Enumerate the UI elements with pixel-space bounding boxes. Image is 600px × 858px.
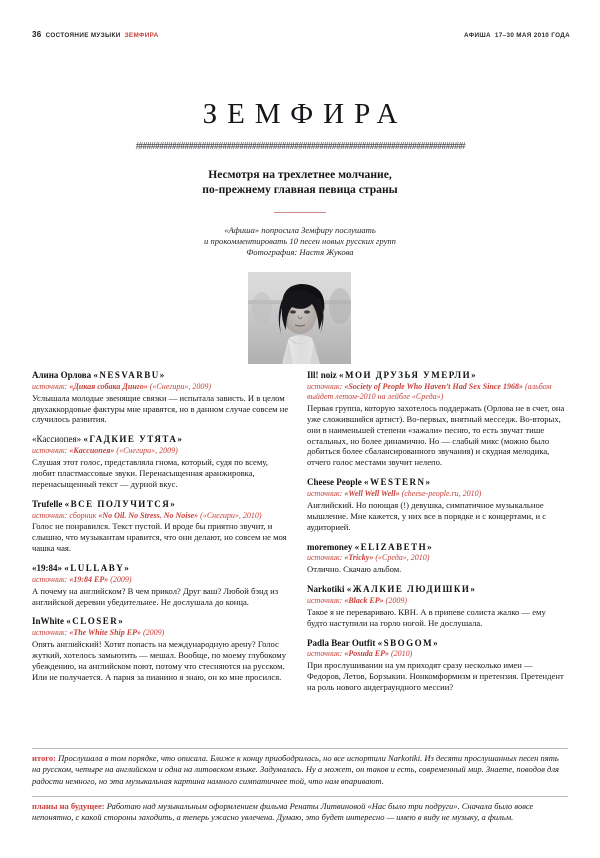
source-label: источник: сборник: [32, 510, 97, 520]
source-label: источник:: [307, 649, 343, 659]
entry-artist: Ill! noiz: [307, 370, 337, 380]
footer-total-text: Прослушала в том порядке, что описала. Ближе к концу приободрилась, но все испортили Narkotiki. Из десяти прослушанных песен пять на русском, четыре на английском и одна на литовском языке. Задумалась. Ну а может, он таков и есть, современный мир. Знаете, поводов для радости немного, но эта музыкальная картина намного симпатичнее той, что нам впаривают.: [32, 753, 559, 786]
entry: [307, 370, 568, 468]
entry-track: «SBOGOM»: [377, 637, 440, 648]
entry-body: Английский. Но поющая (!) девушка, симпатичное музыкальное мышление. Мне кажется, у них все в порядке и с концертами, и с аудиторией.: [307, 499, 547, 532]
entries-column-left: [32, 370, 293, 693]
source-work: «Well Well Well»: [344, 489, 400, 499]
deck-divider: [274, 212, 326, 213]
entry-heading: [307, 638, 568, 649]
entry-source: [307, 596, 568, 606]
entry-artist: «19:84»: [32, 562, 62, 573]
footer-plans-label: планы на будущее:: [32, 801, 105, 811]
source-label: источник:: [307, 489, 343, 499]
source-work: «Society of People Who Haven’t Had Sex Since 1968»: [344, 381, 523, 391]
source-work: «Black EP»: [344, 596, 384, 605]
source-label: источник:: [32, 446, 68, 456]
entry-body: Первая группа, которую захотелось поддержать (Орлова не в счет, она уже сложившийся артист). Во-первых, внятный месседж. Во-вторых, они в наименьшей степени «зажали» песню, то есть звучат тише остальных, но более динамично. Но — слабый микс (можно было добиться более сбалансированного звучания) и скудная мелодика, отчего голос местами звучит нелепо.: [307, 402, 565, 468]
entry-body: Опять английский! Хотят попасть на международную арену? Голос жуткий, хотелось замьютить — мешал. Вообще, по моему глубокому убеждению, на английском поют, потому что стесняются на русском. Или не получается. А парня за пианино я знаю, он ко мне просился.: [32, 639, 287, 682]
publication-name: АФИША: [464, 32, 491, 39]
portrait-photo-image: [248, 272, 351, 364]
entry-heading: [307, 584, 568, 595]
entry-body: Голос не понравился. Текст пустой. И вроде бы приятно звучит, и слышно, что музыкантам нравится, что они делают, но совсем не моя чашка чая.: [32, 521, 287, 554]
entry-body: Отлично. Скачаю альбом.: [307, 564, 402, 575]
source-work: «19:84 EP»: [69, 574, 109, 584]
source-label: источник:: [32, 381, 68, 391]
source-rest: (альбом выйдет летом-2010 на лейбле «Среда»): [307, 381, 552, 402]
entry-source: [307, 489, 568, 499]
hash-divider: ##############################################################################: [135, 141, 465, 152]
source-rest: (cheese-people.ru, 2010): [399, 489, 482, 499]
entry-source: [32, 511, 293, 521]
source-rest: («Снегири», 2010): [198, 510, 262, 520]
entry-track: «WESTERN»: [363, 477, 432, 488]
standfirst: [0, 225, 600, 259]
source-label: источник:: [32, 574, 68, 584]
source-rest: (2009): [140, 628, 165, 638]
entry-heading: [32, 499, 293, 510]
entry-source: [307, 649, 568, 659]
running-head-left: [32, 30, 159, 39]
entry-artist: InWhite: [32, 616, 65, 627]
entry-track: «ELIZABETH»: [354, 541, 434, 552]
entry-source: [32, 446, 293, 456]
entry-artist: Narkotiki: [307, 584, 345, 595]
standfirst-line-3: Фотография: Настя Жукова: [246, 247, 354, 258]
source-work: «The White Ship EP»: [69, 628, 141, 638]
entry-artist: Padla Bear Outfit: [307, 637, 376, 648]
entry-artist: Алина Орлова: [32, 370, 92, 380]
entry-source: [32, 382, 293, 392]
footer-plans-paragraph: [32, 801, 568, 824]
entry-artist: Cheese People: [307, 477, 362, 488]
source-work: «Tricky»: [344, 553, 374, 563]
source-label: источник:: [307, 381, 343, 391]
entry: [307, 584, 568, 628]
entry-track: «CLOSER»: [66, 616, 125, 627]
source-rest: («Снегири», 2009): [147, 381, 212, 391]
entry-heading: [32, 563, 293, 574]
running-head-right: [464, 32, 570, 39]
entry-artist: «Кассиопея»: [32, 434, 82, 445]
entry: [32, 499, 293, 554]
entry: [32, 616, 293, 682]
entry-artist: Trufelle: [32, 498, 63, 509]
source-rest: (2009): [383, 596, 407, 605]
entry: [307, 638, 568, 693]
entry-heading: [32, 616, 293, 627]
page-title: ЗЕМФИРА: [202, 98, 408, 130]
entry-body: Услышала молодые звенящие связки — испытала зависть. И в целом двухаккордовые фактуры мне нравятся, но в данном случае совсем не случилось развития.: [32, 392, 289, 425]
deck-line-1: Несмотря на трехлетнее молчание,: [208, 168, 392, 181]
entries-columns: [32, 370, 568, 693]
source-rest: (2010): [388, 649, 413, 659]
deck: [0, 168, 600, 197]
footer-total-paragraph: [32, 753, 568, 787]
deck-line-2: по-прежнему главная певица страны: [202, 182, 398, 196]
entry-source: [32, 575, 293, 585]
entry: [307, 542, 568, 576]
running-head: [32, 30, 570, 39]
standfirst-line-2: и прокомментировать 10 песен новых русских групп: [204, 236, 396, 247]
entry-body: А почему на английском? В чем прикол? Друг ваш? Любой бэнд из английской деревни убедительнее. Не дослушала до конца.: [32, 585, 279, 607]
entry-body: Такое я не перевариваю. КВН. А в припеве солиста жалко — ему будто наступили на горло ногой. Не дослушала.: [307, 606, 546, 628]
source-label: источник:: [307, 553, 343, 563]
entry: [32, 563, 293, 607]
running-head-section: СОСТОЯНИЕ МУЗЫКИ: [45, 32, 121, 39]
footer-divider-bottom: [32, 796, 568, 797]
source-work: «Кассиопея»: [69, 446, 115, 456]
footer-plans: [32, 801, 568, 824]
entry-heading: [307, 370, 568, 381]
entry-track: «ЖАЛКИЕ ЛЮДИШКИ»: [346, 584, 477, 595]
standfirst-line-1: «Афиша» попросила Земфиру послушать: [224, 225, 376, 235]
source-label: источник:: [32, 628, 68, 638]
source-rest: («Снегири», 2009): [114, 446, 178, 456]
source-work: «Posuda EP»: [344, 649, 389, 659]
footer-plans-text: Работаю над музыкальным оформлением фильма Ренаты Литвиновой «Нас было три подруги». Сначала было вовсе непонятно, с какой стороны заходить, а теперь ужасно увлечена. Думаю, это будет интересно — имею в виду не музыку, а фильм.: [32, 801, 534, 823]
entry-source: [307, 382, 568, 402]
page-folio: 36: [32, 30, 42, 39]
source-rest: («Среда», 2010): [373, 553, 430, 563]
issue-date: 17–30 МАЯ 2010 ГОДА: [494, 32, 570, 39]
entry-track: «ВСЕ ПОЛУЧИТСЯ»: [64, 498, 177, 509]
entry-body: При прослушивании на ум приходят сразу несколько имен — Федоров, Летов, Борзыкин. Нонкомформизм и претензия. Претендент на роль нового андеграундного мессии?: [307, 660, 564, 692]
entry-heading: [307, 542, 568, 553]
entry-heading: [307, 477, 568, 488]
entry-track: «LULLABY»: [64, 562, 131, 573]
entry-track: «ГАДКИЕ УТЯТА»: [83, 434, 184, 445]
entry-heading: [32, 434, 293, 445]
entry-artist: moremoney: [307, 541, 353, 552]
entries-column-right: [307, 370, 568, 693]
source-rest: (2009): [108, 574, 132, 584]
footer-total-label: итого:: [32, 753, 56, 763]
running-head-topic: ЗЕМФИРА: [124, 32, 159, 39]
entry: [307, 477, 568, 532]
entry: [32, 370, 293, 425]
entry-source: [307, 553, 568, 563]
source-work: «No Oil. No Stress. No Noise»: [98, 510, 199, 520]
entry-track: «МОИ ДРУЗЬЯ УМЕРЛИ»: [339, 370, 478, 380]
entry-source: [32, 628, 293, 638]
footer-divider-top: [32, 748, 568, 749]
portrait-photo: [248, 272, 351, 364]
entry-heading: [32, 370, 293, 381]
source-work: «Дикая собака Динго»: [69, 381, 148, 391]
source-label: источник:: [307, 596, 343, 605]
entry-track: «NESVARBU»: [93, 370, 166, 380]
footer-total: [32, 753, 568, 787]
entry-body: Слушая этот голос, представляла гнома, который, судя по всему, любит пластмассовые звуки. Перенасыщенная аранжировка, перенасыщенный текст — дурной вкус.: [32, 456, 268, 489]
entry: [32, 434, 293, 489]
